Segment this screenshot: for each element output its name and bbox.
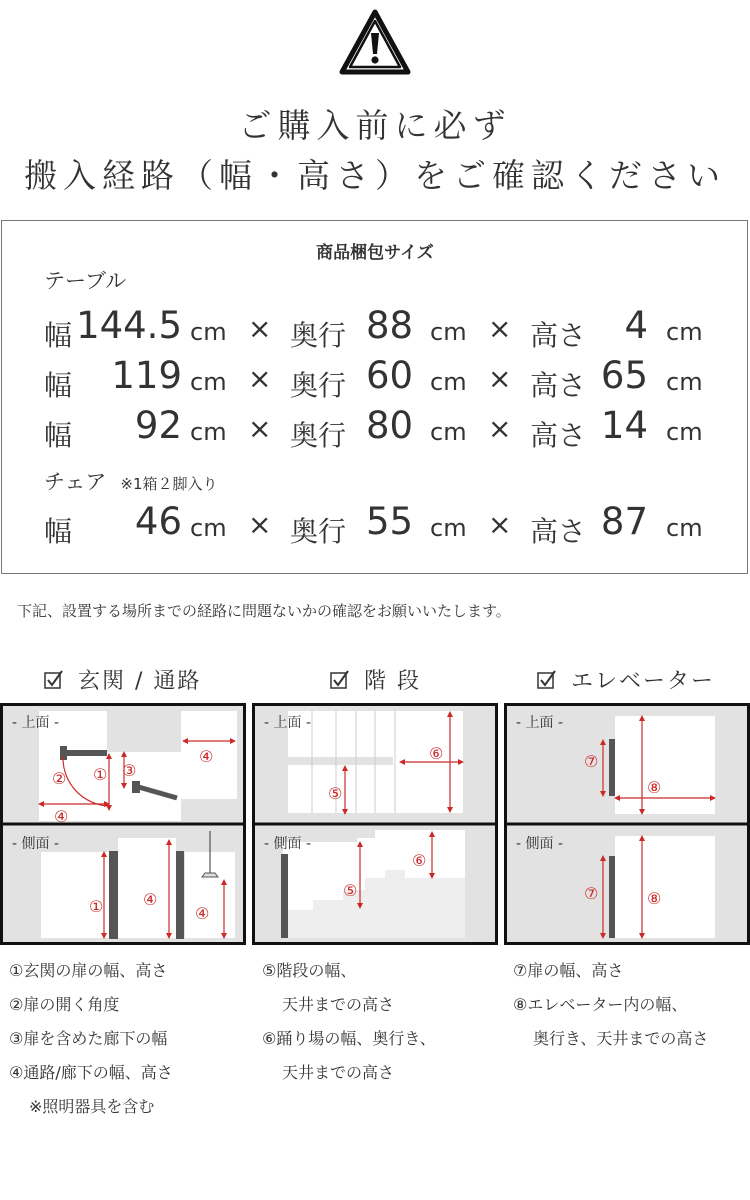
- package-size-title: 商品梱包サイズ: [316, 243, 434, 263]
- legend-item: ③扉を含めた廊下の幅: [9, 1029, 168, 1048]
- times-sign: ×: [488, 508, 512, 541]
- stairs-legend: [262, 954, 436, 1090]
- checkbox-checked-icon: [537, 670, 557, 690]
- chair-note: ※1箱２脚入り: [120, 475, 218, 493]
- size-row: [0, 304, 750, 356]
- legend-item: ④通路/廊下の幅、高さ: [9, 1063, 173, 1082]
- unit-label: cm: [430, 418, 467, 446]
- legend-item: 天井までの高さ: [282, 995, 395, 1014]
- mark-6: ⑥: [412, 851, 427, 870]
- unit-label: cm: [190, 514, 227, 542]
- stairs-title: [330, 664, 421, 695]
- unit-label: cm: [666, 318, 703, 346]
- mark-6: ⑥: [429, 744, 444, 763]
- legend-item: ①玄関の扉の幅、高さ: [9, 961, 168, 980]
- table-label: テーブル: [44, 269, 127, 293]
- legend-item: ⑦扉の幅、高さ: [513, 961, 624, 980]
- entrance-diagram: [0, 703, 246, 945]
- elevator-title: [537, 664, 715, 695]
- times-sign: ×: [248, 508, 272, 541]
- height-value: 4: [624, 304, 648, 347]
- mark-4: ④: [199, 747, 214, 766]
- elevator-title-text: エレベーター: [571, 669, 716, 694]
- mark-5: ⑤: [343, 881, 358, 900]
- size-row: [0, 500, 750, 552]
- height-label: 高さ: [530, 369, 587, 402]
- depth-label: 奥行: [290, 515, 347, 548]
- width-value: 92: [134, 404, 182, 447]
- height-label: 高さ: [530, 319, 587, 352]
- mark-5: ⑤: [328, 784, 343, 803]
- entrance-side-label: - 側面 -: [12, 836, 60, 852]
- unit-label: cm: [666, 514, 703, 542]
- mark-4: ④: [195, 904, 210, 923]
- depth-value: 60: [366, 354, 414, 397]
- mark-2: ②: [52, 769, 67, 788]
- width-label: 幅: [44, 419, 73, 452]
- times-sign: ×: [248, 312, 272, 345]
- legend-item: ⑥踊り場の幅、奥行き、: [262, 1029, 436, 1048]
- chair-label: チェア: [44, 470, 107, 494]
- unit-label: cm: [430, 318, 467, 346]
- times-sign: ×: [488, 412, 512, 445]
- height-value: 87: [600, 500, 648, 543]
- depth-label: 奥行: [290, 319, 347, 352]
- headline-line-2: 搬入経路（幅・高さ）をご確認ください: [24, 156, 726, 195]
- stairs-side-label: - 側面 -: [264, 836, 312, 852]
- unit-label: cm: [190, 418, 227, 446]
- size-row: [0, 354, 750, 406]
- width-value: 119: [111, 354, 182, 397]
- checkbox-checked-icon: [330, 670, 350, 690]
- unit-label: cm: [666, 368, 703, 396]
- mark-8: ⑧: [647, 778, 662, 797]
- warning-triangle-icon: [339, 8, 411, 78]
- unit-label: cm: [430, 368, 467, 396]
- mark-3: ③: [122, 761, 137, 780]
- mark-7: ⑦: [584, 752, 599, 771]
- unit-label: cm: [190, 318, 227, 346]
- depth-label: 奥行: [290, 369, 347, 402]
- mark-7: ⑦: [584, 884, 599, 903]
- elevator-side-label: - 側面 -: [516, 836, 564, 852]
- legend-item: ⑤階段の幅、: [262, 961, 357, 980]
- times-sign: ×: [488, 312, 512, 345]
- width-label: 幅: [44, 369, 73, 402]
- mark-8: ⑧: [647, 889, 662, 908]
- depth-value: 80: [366, 404, 414, 447]
- entrance-legend: [9, 954, 173, 1124]
- elevator-legend: [513, 954, 708, 1056]
- times-sign: ×: [248, 362, 272, 395]
- legend-note: ※照明器具を含む: [29, 1097, 155, 1116]
- entrance-top-label: - 上面 -: [12, 715, 60, 731]
- height-label: 高さ: [530, 419, 587, 452]
- unit-label: cm: [430, 514, 467, 542]
- legend-item: 奥行き、天井までの高さ: [533, 1029, 709, 1048]
- legend-item: 天井までの高さ: [282, 1063, 395, 1082]
- unit-label: cm: [666, 418, 703, 446]
- mark-1: ①: [93, 765, 108, 784]
- elevator-diagram: [504, 703, 750, 945]
- intro-text: 下記、設置する場所までの経路に問題ないかの確認をお願いいたします。: [17, 602, 511, 620]
- width-value: 46: [134, 500, 182, 543]
- headline-line-1: ご購入前に必ず: [238, 106, 512, 145]
- times-sign: ×: [248, 412, 272, 445]
- stairs-diagram: [252, 703, 498, 945]
- unit-label: cm: [190, 368, 227, 396]
- chair-label-group: [44, 466, 218, 496]
- mark-4: ④: [54, 807, 69, 826]
- depth-value: 55: [366, 500, 414, 543]
- legend-item: ⑧エレベーター内の幅、: [513, 995, 688, 1014]
- mark-1: ①: [89, 897, 104, 916]
- width-label: 幅: [44, 319, 73, 352]
- height-value: 14: [600, 404, 648, 447]
- height-label: 高さ: [530, 515, 587, 548]
- mark-4: ④: [143, 890, 158, 909]
- entrance-title-text: 玄関 / 通路: [78, 669, 202, 694]
- depth-value: 88: [366, 304, 414, 347]
- stairs-top-label: - 上面 -: [264, 715, 312, 731]
- size-row: [0, 404, 750, 456]
- depth-label: 奥行: [290, 419, 347, 452]
- entrance-title: [44, 664, 201, 695]
- elevator-top-label: - 上面 -: [516, 715, 564, 731]
- legend-item: ②扉の開く角度: [9, 995, 120, 1014]
- checkbox-checked-icon: [44, 670, 64, 690]
- stairs-title-text: 階 段: [364, 669, 421, 694]
- height-value: 65: [600, 354, 648, 397]
- times-sign: ×: [488, 362, 512, 395]
- width-value: 144.5: [76, 304, 182, 347]
- width-label: 幅: [44, 515, 73, 548]
